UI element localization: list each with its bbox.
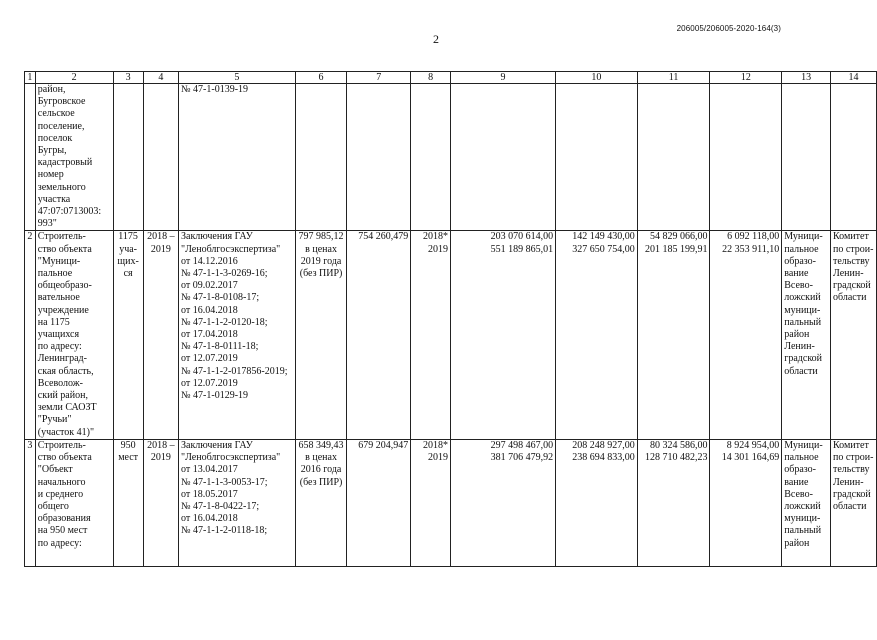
federal-budget-line: 208 248 927,00 [572,439,635,451]
developer-line: градской [833,280,871,292]
developer-line: градской [833,488,871,500]
regional-budget-line: 128 710 482,23 [644,452,708,464]
customer-line: Всево- [784,488,813,500]
construction-years-line: 2019 [150,243,171,255]
federal-budget-cell [556,231,638,439]
developer-cell [831,84,877,231]
expert-conclusions-cell [179,231,296,439]
object-name-line: по адресу: [37,341,82,353]
customer-line: ложский [784,292,821,304]
customer-line: области [784,365,818,377]
construction-years-cell [143,84,178,231]
table-row [25,84,877,231]
expert-conclusions-line: № 47-1-0139-19 [181,84,249,95]
construction-years-line: 2018 – [147,439,175,451]
construction-years-cell [143,231,178,439]
customer-line: Всево- [784,280,813,292]
customer-line: муници- [784,513,821,525]
estimated-cost-line: в ценах [305,452,337,464]
customer-line: образо- [784,255,817,267]
developer-line: тельству [833,464,870,476]
object-name-line: ство объекта [37,243,92,255]
local-budget-line: 8 924 954,00 [726,439,780,451]
header-cell: 10 [556,72,638,84]
object-name-line: Всеволож- [37,377,83,389]
column-number-row [25,72,877,84]
financing-year-cell [411,439,451,566]
capacity-line: ся [123,268,133,280]
header-cell: 6 [295,72,347,84]
expert-conclusions-line: № 47-1-1-2-0118-18; [181,525,268,537]
local-budget-line: 22 353 911,10 [722,243,780,255]
customer-line: пальный [784,525,822,537]
object-name-line: (участок 41)" [37,426,95,438]
developer-line: Ленин- [833,476,864,488]
expert-conclusions-line: № 47-1-0129-19 [181,390,249,402]
object-name-line: вательное [37,292,80,304]
row-number-cell: 3 [25,439,36,566]
expert-conclusions-line: № 47-1-1-2-017856-2019; [181,365,288,377]
regional-budget-cell [637,439,710,566]
capacity-line: уча- [119,243,138,255]
expert-conclusions-line: от 16.04.2018 [181,513,238,525]
row-number-cell [25,84,36,231]
customer-line: район [784,329,810,341]
object-name-line: общеобразо- [37,280,92,292]
developer-line: Комитет [833,231,869,243]
customer-line: вание [784,268,809,280]
object-name-line: земли САОЗТ [37,402,97,414]
expert-conclusions-line: от 18.05.2017 [181,488,238,500]
capacity-line: мест [118,452,139,464]
object-name-line: пальное [37,268,73,280]
expert-conclusions-cell [179,439,296,566]
expert-conclusions-line: от 12.07.2019 [181,353,238,365]
object-name-line: ский район, [37,390,88,402]
regional-budget-cell [637,231,710,439]
cost-current-prices-cell [347,84,411,231]
local-budget-cell [710,439,782,566]
object-name-line: на 1175 [37,316,70,328]
object-name-line: начального [37,476,86,488]
object-name-line: "Объект [37,464,73,476]
header-cell: 14 [831,72,877,84]
regional-budget-cell [637,84,710,231]
capacity-cell [113,439,143,566]
capacity-cell [113,231,143,439]
capacity-line: щих- [117,255,139,267]
header-cell: 1 [25,72,36,84]
header-cell: 5 [179,72,296,84]
expert-conclusions-line: от 17.04.2018 [181,329,238,341]
expert-conclusions-line: "Леноблгосэкспертиза" [181,243,281,255]
object-name-line: образования [37,513,91,525]
estimated-cost-line: 2019 года [300,255,342,267]
estimated-cost-cell [295,231,347,439]
estimated-cost-line: 658 349,43 [298,439,344,451]
customer-line: район [784,537,810,549]
developer-line: Ленин- [833,268,864,280]
financing-year-line: 2018* [422,231,448,243]
developer-line: Комитет [833,439,869,451]
customer-line: пальный [784,316,822,328]
financing-year-line: 2019 [427,243,448,255]
capacity-cell [113,84,143,231]
construction-years-line: 2018 – [147,231,175,243]
total-financing-line: 297 498 467,00 [490,439,554,451]
local-budget-cell [710,231,782,439]
expert-conclusions-cell [179,84,296,231]
expert-conclusions-line: Заключения ГАУ [181,231,253,243]
regional-budget-line: 54 829 066,00 [649,231,708,243]
expert-conclusions-line: № 47-1-1-3-0053-17; [181,476,268,488]
customer-line: ложский [784,500,821,512]
header-cell: 8 [411,72,451,84]
estimated-cost-cell [295,439,347,566]
expert-conclusions-line: № 47-1-1-3-0269-16; [181,268,268,280]
customer-line: образо- [784,464,817,476]
total-financing-cell [450,231,555,439]
object-name-line: Ленинград- [37,353,87,365]
customer-line: Ленин- [784,341,815,353]
expert-conclusions-line: № 47-1-8-0108-17; [181,292,260,304]
cost-current-prices-cell: 679 204,947 [347,439,411,566]
customer-cell [782,439,831,566]
estimated-cost-line: в ценах [305,243,337,255]
regional-budget-line: 201 185 199,91 [644,243,708,255]
financing-year-line: 2019 [427,452,448,464]
object-name-line: 993" [37,218,57,230]
investment-objects-table [24,71,877,567]
object-name-line: поселение, [37,120,85,132]
table-row [25,231,877,439]
financing-year-line: 2018* [422,439,448,451]
row-number-cell: 2 [25,231,36,439]
local-budget-line: 6 092 118,00 [727,231,780,243]
developer-cell [831,439,877,566]
capacity-line: 1175 [118,231,138,243]
object-name-cell [35,84,113,231]
customer-line: муници- [784,304,821,316]
total-financing-line: 381 706 479,92 [490,452,554,464]
object-name-line: поселок [37,132,73,144]
object-name-line: 47:07:0713003: [37,206,102,218]
expert-conclusions-line: от 14.12.2016 [181,255,238,267]
object-name-line: учащихся [37,329,80,341]
federal-budget-cell [556,84,638,231]
object-name-line: номер [37,169,64,181]
construction-years-cell [143,439,178,566]
federal-budget-line: 238 694 833,00 [572,452,635,464]
header-cell: 12 [710,72,782,84]
expert-conclusions-line: № 47-1-1-2-0120-18; [181,316,268,328]
total-financing-line: 551 189 865,01 [490,243,554,255]
object-name-line: ская область, [37,365,94,377]
customer-cell [782,231,831,439]
object-name-line: и среднего [37,488,84,500]
expert-conclusions-line: № 47-1-8-0422-17; [181,500,260,512]
expert-conclusions-line: "Леноблгосэкспертиза" [181,452,281,464]
capacity-line: 950 [120,439,136,451]
expert-conclusions-line: от 16.04.2018 [181,304,238,316]
expert-conclusions-line: от 13.04.2017 [181,464,238,476]
object-name-line: Строитель- [37,231,86,243]
developer-line: тельству [833,255,870,267]
object-name-line: "Муници- [37,255,81,267]
customer-line: градской [784,353,823,365]
estimated-cost-line: (без ПИР) [299,476,343,488]
expert-conclusions-line: от 09.02.2017 [181,280,238,292]
local-budget-line: 14 301 164,69 [721,452,780,464]
header-cell: 11 [637,72,710,84]
header-cell: 2 [35,72,113,84]
object-name-line: кадастровый [37,157,93,169]
object-name-line: "Ручьи" [37,414,72,426]
developer-line: по строи- [833,452,874,464]
document-id: 206005/206005-2020-164(3) [676,24,781,33]
cost-current-prices-cell: 754 260,479 [347,231,411,439]
object-name-line: участка [37,193,71,205]
estimated-cost-line: (без ПИР) [299,268,343,280]
developer-line: области [833,500,867,512]
header-cell: 13 [782,72,831,84]
customer-line: Муници- [784,231,823,243]
object-name-line: Строитель- [37,439,86,451]
object-name-line: земельного [37,181,86,193]
total-financing-cell [450,84,555,231]
header-cell: 9 [450,72,555,84]
developer-line: по строи- [833,243,874,255]
object-name-cell [35,231,113,439]
customer-line: пальное [784,243,819,255]
object-name-line: учреждение [37,304,89,316]
financing-year-cell [411,84,451,231]
object-name-cell [35,439,113,566]
federal-budget-line: 327 650 754,00 [572,243,635,255]
financing-year-cell [411,231,451,439]
expert-conclusions-line: № 47-1-8-0111-18; [181,341,259,353]
estimated-cost-line: 2016 года [300,464,342,476]
local-budget-cell [710,84,782,231]
federal-budget-cell [556,439,638,566]
customer-line: Муници- [784,439,823,451]
page-number: 2 [433,32,439,46]
federal-budget-line: 142 149 430,00 [572,231,635,243]
header-cell: 4 [143,72,178,84]
object-name-line: Бугровское [37,96,86,108]
customer-line: вание [784,476,809,488]
customer-line: пальное [784,452,819,464]
customer-cell [782,84,831,231]
expert-conclusions-line: от 12.07.2019 [181,377,238,389]
construction-years-line: 2019 [150,452,171,464]
regional-budget-line: 80 324 586,00 [649,439,708,451]
developer-cell [831,231,877,439]
total-financing-line: 203 070 614,00 [490,231,554,243]
header-cell: 3 [113,72,143,84]
object-name-line: общего [37,500,69,512]
table-row [25,439,877,566]
object-name-line: Бугры, [37,145,67,157]
header-cell: 7 [347,72,411,84]
object-name-line: район, [37,84,66,95]
object-name-line: по адресу: [37,537,82,549]
total-financing-cell [450,439,555,566]
estimated-cost-cell [295,84,347,231]
estimated-cost-line: 797 985,12 [298,231,344,243]
developer-line: области [833,292,867,304]
expert-conclusions-line: Заключения ГАУ [181,439,253,451]
object-name-line: на 950 мест [37,525,88,537]
object-name-line: сельское [37,108,75,120]
object-name-line: ство объекта [37,452,92,464]
